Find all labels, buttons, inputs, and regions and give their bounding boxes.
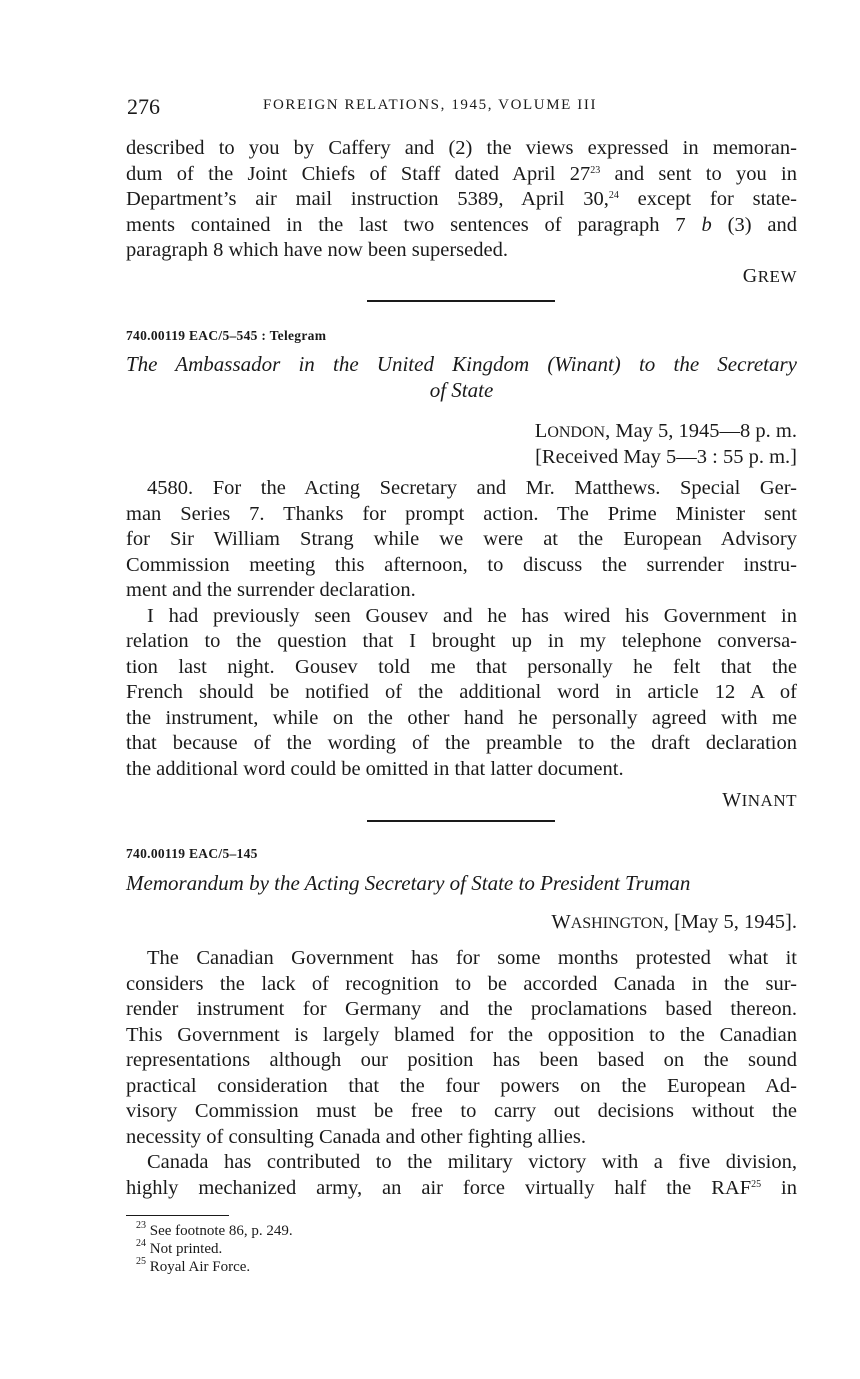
text-line: I had previously seen Gousev and he has wired his Government in xyxy=(147,604,797,627)
text-line: relation to the question that I brought up in my telephone conversa- xyxy=(126,630,797,652)
text-line: highly mechanized army, an air force virtually half the RAF$^{25}$ in xyxy=(126,1176,797,1199)
footnote-ref: 24 xyxy=(608,190,619,201)
text-line: render instrument for Germany and the proclamations based thereon. xyxy=(126,998,797,1020)
text-line: the instrument, while on the other hand he personally agreed with me xyxy=(126,706,797,729)
file-number: 740.00119 EAC/5–145 xyxy=(126,846,258,861)
footnote-ref: 23 xyxy=(590,164,601,176)
document-title: Memorandum by the Acting Secretary of State to President Truman xyxy=(126,871,691,895)
text-line: considers the lack of recognition to be accorded Canada in the sur- xyxy=(126,972,797,995)
footnote-divider xyxy=(126,1215,229,1216)
text-line: necessity of consulting Canada and other fighting allies. xyxy=(126,1125,586,1148)
text-line: This Government is largely blamed for the opposition to the Canadian xyxy=(126,1023,797,1046)
telegram-body xyxy=(126,476,797,782)
text-line: ment and the surrender declaration. xyxy=(126,579,416,601)
text-line: paragraph 8 which have now been superseded. xyxy=(126,239,508,261)
text-line: representations although our position has been based on the sound xyxy=(126,1049,797,1071)
text-line: man Series 7. Thanks for prompt action. The Prime Minister sent xyxy=(126,502,797,525)
received-line: [Received May 5—3 : 55 p. m.] xyxy=(535,446,797,468)
text-line: described to you by Caffery and (2) the views expressed in memoran- xyxy=(126,137,797,159)
text-line: dum of the Joint Chiefs of Staff dated April $27^{23}$ and sent to you in xyxy=(126,162,797,185)
dateline: WASHINGTON, [May 5, 1945]. xyxy=(551,911,797,933)
text-line: the additional word could be omitted in that latter document. xyxy=(126,757,624,780)
text-line: 4580. For the Acting Secretary and Mr. Matthews. Special Ger- xyxy=(147,477,797,499)
text-line: French should be notified of the additional word in article 12 A of xyxy=(126,681,797,703)
page-header xyxy=(127,94,797,120)
text-line: tion last night. Gousev told me that personally he felt that the xyxy=(126,655,797,678)
document-title: The Ambassador in the United Kingdom (Winant) to the Secretary of State xyxy=(126,352,797,402)
section-divider xyxy=(367,820,555,822)
signature-winant: WINANT xyxy=(722,789,797,811)
text-line: ments contained in the last two sentences of paragraph 7 b (3) and xyxy=(126,213,797,236)
footnote: $^{24}$ Not printed. xyxy=(136,1238,223,1257)
text-line: Canada has contributed to the military victory with a five division, xyxy=(147,1151,797,1173)
text-line: visory Commission must be free to carry out decisions without the xyxy=(126,1100,797,1122)
text-line: for Sir William Strang while we were at the European Advisory xyxy=(126,528,797,550)
footnote: $^{23}$ See footnote 86, p. 249. xyxy=(136,1220,293,1239)
page-number: 276 xyxy=(127,94,160,119)
running-head: FOREIGN RELATIONS, 1945, VOLUME III xyxy=(263,97,598,113)
text-line: that because of the wording of the preamble to the draft declaration xyxy=(126,732,797,754)
dateline: LONDON, May 5, 1945—8 p. m. xyxy=(534,420,797,442)
memorandum-body xyxy=(126,946,797,1201)
signature-grew: GREW xyxy=(742,265,797,287)
text-line: practical consideration that the four powers on the European Ad- xyxy=(126,1074,797,1097)
continuation-paragraph xyxy=(126,136,797,264)
footnote: $^{25}$ Royal Air Force. xyxy=(136,1256,251,1275)
footnote-ref: 25 xyxy=(751,1178,762,1190)
file-number: 740.00119 EAC/5–545 : Telegram xyxy=(126,328,327,343)
text-line: Department’s air mail instruction 5389, April 30,24 except for state- xyxy=(126,188,797,210)
text-line: The Canadian Government has for some months protested what it xyxy=(147,947,797,969)
section-divider xyxy=(367,300,555,302)
text-line: Commission meeting this afternoon, to discuss the surrender instru- xyxy=(126,553,797,576)
